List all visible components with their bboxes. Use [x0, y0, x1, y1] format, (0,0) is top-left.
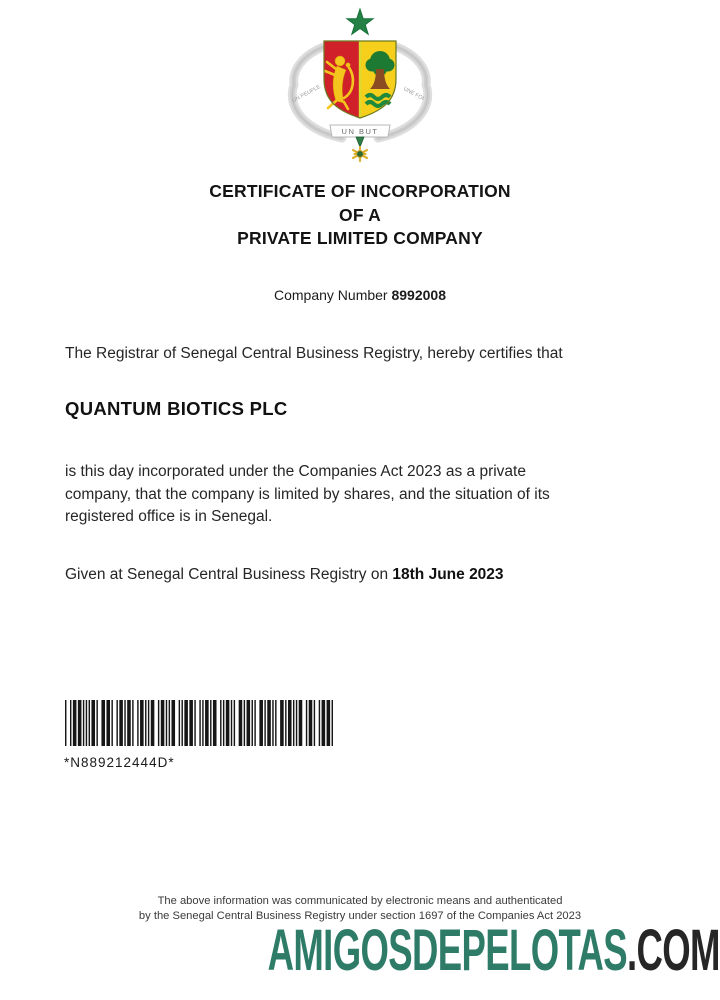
footer-line-2: by the Senegal Central Business Registry under section 1697 of the Companies Act 2023 — [138, 909, 582, 922]
title-line-2: OF A — [339, 204, 381, 225]
given-date: 18th June 2023 — [392, 566, 504, 583]
title-line-1: CERTIFICATE OF INCORPORATION — [209, 181, 511, 201]
motto-ribbon — [330, 125, 390, 137]
medal-icon — [353, 137, 367, 161]
paragraph-line-3: registered office is in Senegal. — [65, 508, 273, 525]
incorporation-paragraph — [65, 461, 550, 529]
company-number-value: 8992008 — [391, 287, 446, 303]
company-name: QUANTUM BIOTICS PLC — [65, 398, 288, 419]
barcode-label: *N889212444D* — [64, 755, 175, 770]
senegal-coat-of-arms — [280, 5, 440, 165]
company-number — [0, 287, 720, 303]
shield-icon — [324, 41, 396, 118]
star-icon — [347, 9, 373, 34]
watermark-tld: .COM — [627, 918, 720, 983]
motto-right: UNE FOI — [402, 86, 425, 103]
motto-bottom: UN BUT — [341, 127, 379, 136]
motto-left: UN PEUPLE — [291, 84, 322, 105]
registrar-line: The Registrar of Senegal Central Business Registry, hereby certifies that — [65, 345, 563, 362]
given-line — [65, 566, 504, 584]
paragraph-line-2: company, that the company is limited by shares, and the situation of its — [65, 485, 550, 503]
paragraph-line-1: is this day incorporated under the Companies Act 2023 as a private — [65, 463, 526, 480]
watermark — [267, 918, 720, 983]
given-prefix: Given at Senegal Central Business Registry on — [65, 566, 393, 583]
certificate-title — [0, 180, 720, 251]
footer-line-1: The above information was communicated by electronic means and authenticated — [157, 895, 563, 907]
watermark-name: AMIGOSDEPELOTAS — [267, 918, 628, 983]
barcode — [65, 700, 333, 746]
company-number-label: Company Number — [273, 287, 392, 303]
title-line-3: PRIVATE LIMITED COMPANY — [237, 228, 483, 248]
